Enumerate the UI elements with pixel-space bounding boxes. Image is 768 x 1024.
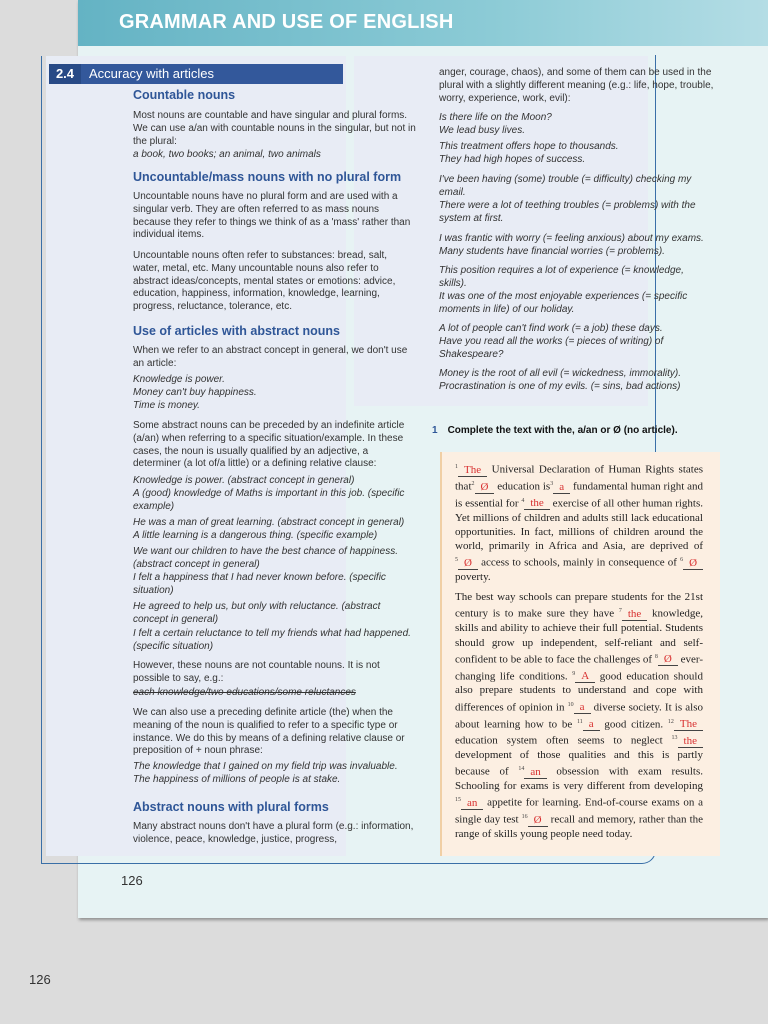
right-r7b: Procrastination is one of my evils. (= sins, bad actions) [439, 381, 681, 392]
right-r4b: Many students have financial worries (= problems). [439, 246, 665, 257]
exercise-text-segment: exercise of all other human rights. Yet millions of children and adults still lack educational opportunities. In fact, millions of children around the world, primarily in Africa and Asia, are deprived of [455, 497, 704, 552]
abstract-ex4a: Knowledge is power. (abstract concept in general) [133, 475, 355, 486]
answer-14[interactable]: an [524, 766, 546, 779]
abstract-para1: When we refer to an abstract concept in general, we don't use an article: [133, 345, 408, 369]
abstract-heading: Use of articles with abstract nouns [133, 324, 340, 338]
abstract-ex9: The happiness of millions of people is at stake. [133, 774, 341, 785]
exercise-text-segment: appetite for learning. End-of-course exams on a single day test [455, 797, 704, 826]
exercise-paragraph-1: $^1$ The Universal Declaration of Human Rights states that$^2$ Ø education $is^3$ a fundamental human right and is essential for $^4$ the exercise of all other human rights. Yet millions of children and adults still lack educational opportunities. In fact, millions of children around the world, primarily in Africa and Asia, are deprived of $^5$ Ø access to schools, mainly in consequence of $^6$ Ø poverty. [455, 463, 704, 584]
page-number-inner: 126 [121, 873, 143, 888]
exercise-text-segment: good citizen. [604, 718, 664, 731]
exercise-text-segment: poverty. [455, 571, 491, 584]
countable-example: a book, two books; an animal, two animals [133, 149, 321, 160]
plural-heading: Abstract nouns with plural forms [133, 800, 329, 814]
abstract-para4: We can also use a preceding definite article (the) when the meaning of the noun is qualified to refer to a specific type or instance. We do this by means of a defining relative clause or preposition of + noun phrase: [133, 707, 405, 757]
abstract-ex1: Knowledge is power. [133, 374, 225, 385]
answer-13[interactable]: the [678, 735, 703, 748]
abstract-ex5b: A little learning is a dangerous thing. (specific example) [133, 530, 378, 541]
exercise-text-segment: education system often seems to neglect [455, 735, 663, 748]
right-continuation: anger, courage, chaos), and some of them can be used in the plural with a slightly different meaning (e.g.: life, hope, trouble, worry, experience, work, evil): [439, 67, 714, 104]
countable-heading: Countable nouns [133, 88, 236, 102]
right-r6b: Have you read all the works (= pieces of writing) of Shakespeare? [439, 336, 664, 360]
abstract-ex6a: We want our children to have the best chance of happiness. (abstract concept in general) [133, 546, 398, 570]
abstract-ex3: Time is money. [133, 400, 200, 411]
answer-11[interactable]: a [583, 718, 600, 731]
uncountable-para1: Uncountable nouns have no plural form and are used with a singular verb. They are often referred to as mass nouns because they refer to things we think of as a 'mass' rather than individual items. [133, 191, 411, 241]
answer-2[interactable]: Ø [475, 481, 495, 494]
section-header [49, 64, 343, 84]
plural-para: Many abstract nouns don't have a plural form (e.g.: information, violence, peace, knowledge, justice, progress, [133, 821, 414, 845]
exercise-text-segment: good education should also prepare students to understand and cope with differences of opinion in [455, 670, 703, 714]
answer-3[interactable]: a [553, 481, 570, 494]
right-r4a: I was frantic with worry (= feeling anxious) about my exams. [439, 233, 704, 244]
abstract-ex7a: He agreed to help us, but only with reluctance. (abstract concept in general) [133, 601, 381, 625]
right-r5a: This position requires a lot of experience (= knowledge, skills). [439, 265, 684, 289]
exercise-text-segment: development of those qualities and this is partly because of [455, 749, 703, 779]
abstract-ex5a: He was a man of great learning. (abstract concept in general) [133, 517, 405, 528]
answer-7[interactable]: the [622, 608, 647, 621]
answer-10[interactable]: a [574, 701, 591, 714]
exercise-text-segment: The best way schools can prepare students for the 21st century is to make sure they have [455, 591, 703, 621]
answer-1[interactable]: The [458, 464, 487, 477]
exercise-text-segment: diverse society. It is also about learning how to be [455, 701, 704, 731]
exercise-text-segment: ever-changing life conditions. [455, 653, 703, 683]
exercise-text-segment: education is [497, 480, 551, 493]
right-r1b: We lead busy lives. [439, 125, 525, 136]
answer-15[interactable]: an [461, 797, 483, 810]
right-r6a: A lot of people can't find work (= a job) these days. [439, 323, 663, 334]
exercise-text-segment: Universal Declaration of Human Rights states that [455, 463, 703, 493]
section-number: 2.4 [49, 64, 81, 84]
answer-9[interactable]: A [575, 670, 595, 683]
exercise-instruction: Complete the text with the, a/an or Ø (no article). [447, 425, 678, 436]
exercise-text-segment: recall and memory, rather than the range of skills young people need today. [455, 814, 704, 841]
exercise-text-segment: obsession with exam results. Schooling for exams is very different from developing [455, 766, 703, 793]
section-title: Accuracy with articles [89, 66, 214, 81]
right-r3a: I've been having (some) trouble (= difficulty) checking my email. [439, 174, 692, 198]
answer-4[interactable]: the [524, 497, 549, 510]
right-r2b: They had high hopes of success. [439, 154, 586, 165]
right-r5b: It was one of the most enjoyable experiences (= specific moments in life) of our holiday. [439, 291, 688, 315]
right-r2a: This treatment offers hope to thousands. [439, 141, 619, 152]
abstract-ex4b: A (good) knowledge of Maths is important in this job. (specific example) [133, 488, 405, 512]
page-number-outer: 126 [29, 972, 51, 987]
abstract-ex6b: I felt a happiness that I had never known before. (specific situation) [133, 572, 386, 596]
exercise-text-segment: knowledge, skills and ability to achieve their full potential. Students should grow up independent, self-reliant and self-confident to be able to face the challenges of [455, 608, 704, 666]
uncountable-heading: Uncountable/mass nouns with no plural form [133, 170, 402, 184]
answer-12[interactable]: The [674, 718, 703, 731]
right-r7a: Money is the root of all evil (= wickedness, immorality). [439, 368, 682, 379]
answer-6[interactable]: Ø [683, 557, 703, 570]
right-r3b: There were a lot of teething troubles (= problems) with the system at first. [439, 200, 696, 224]
exercise-text-segment: fundamental human right and is essential for [455, 480, 703, 510]
abstract-para2: Some abstract nouns can be preceded by an indefinite article (a/an) when referring to a specific situation/example. In these cases, the noun is usually qualified by an adjective, a determiner (a lot of/a little) or a defining relative clause: [133, 420, 405, 470]
answer-5[interactable]: Ø [458, 557, 478, 570]
exercise-number: 1 [432, 425, 438, 436]
abstract-para3: However, these nouns are not countable nouns. It is not possible to say, e.g.: [133, 660, 380, 684]
uncountable-para2: Uncountable nouns often refer to substances: bread, salt, water, metal, etc. Many uncountable nouns also refer to abstract ideas/concepts, mental states or emotions: advice, education, happiness, information, knowledge, learning, progress, reluctance, tolerance, etc. [133, 250, 396, 313]
abstract-ex7b: I felt a certain reluctance to tell my friends what had happened. (specific situation) [133, 628, 411, 652]
frame-left-border [41, 56, 42, 864]
exercise-paragraph-2: The best way schools can prepare students for the 21st century is to make sure they have $^7$ the knowledge, skills and ability to achieve their full potential. Students should grow up independent, self-reliant and self-confident to be able to face the challenges of $^8$ Ø ever-changing life conditions. $^9$ A good education should also prepare students to understand and cope with differences of opinion in $^{10}$ a diverse society. It is also about learning how to be $^{11}$ a good citizen. $^{12}$ The education system often seems to neglect $^{13}$ the development of those qualities and this is partly because of $^{14}$ an obsession with exam results. Schooling for exams is very different from developing $^{15}$ an appetite for learning. End-of-course exams on a single day test $^{16}$ Ø recall and memory, rather than the range of skills young people need today. [455, 591, 704, 841]
page-title: GRAMMAR AND USE OF ENGLISH [119, 11, 454, 33]
exercise-text [455, 460, 703, 841]
exercise-heading [432, 425, 722, 436]
answer-16[interactable]: Ø [528, 814, 548, 827]
answer-8[interactable]: Ø [658, 653, 678, 666]
right-r1a: Is there life on the Moon? [439, 112, 552, 123]
abstract-ex8: The knowledge that I gained on my field trip was invaluable. [133, 761, 398, 772]
exercise-text-segment: access to schools, mainly in consequence of [481, 556, 677, 569]
countable-para: Most nouns are countable and have singular and plural forms. We can use a/an with countable nouns in the singular, but not in the plural: [133, 110, 416, 147]
abstract-wrong-example: each knowledge/two educations/some reluctances [133, 687, 356, 698]
page-header [78, 0, 768, 46]
abstract-ex2: Money can't buy happiness. [133, 387, 257, 398]
